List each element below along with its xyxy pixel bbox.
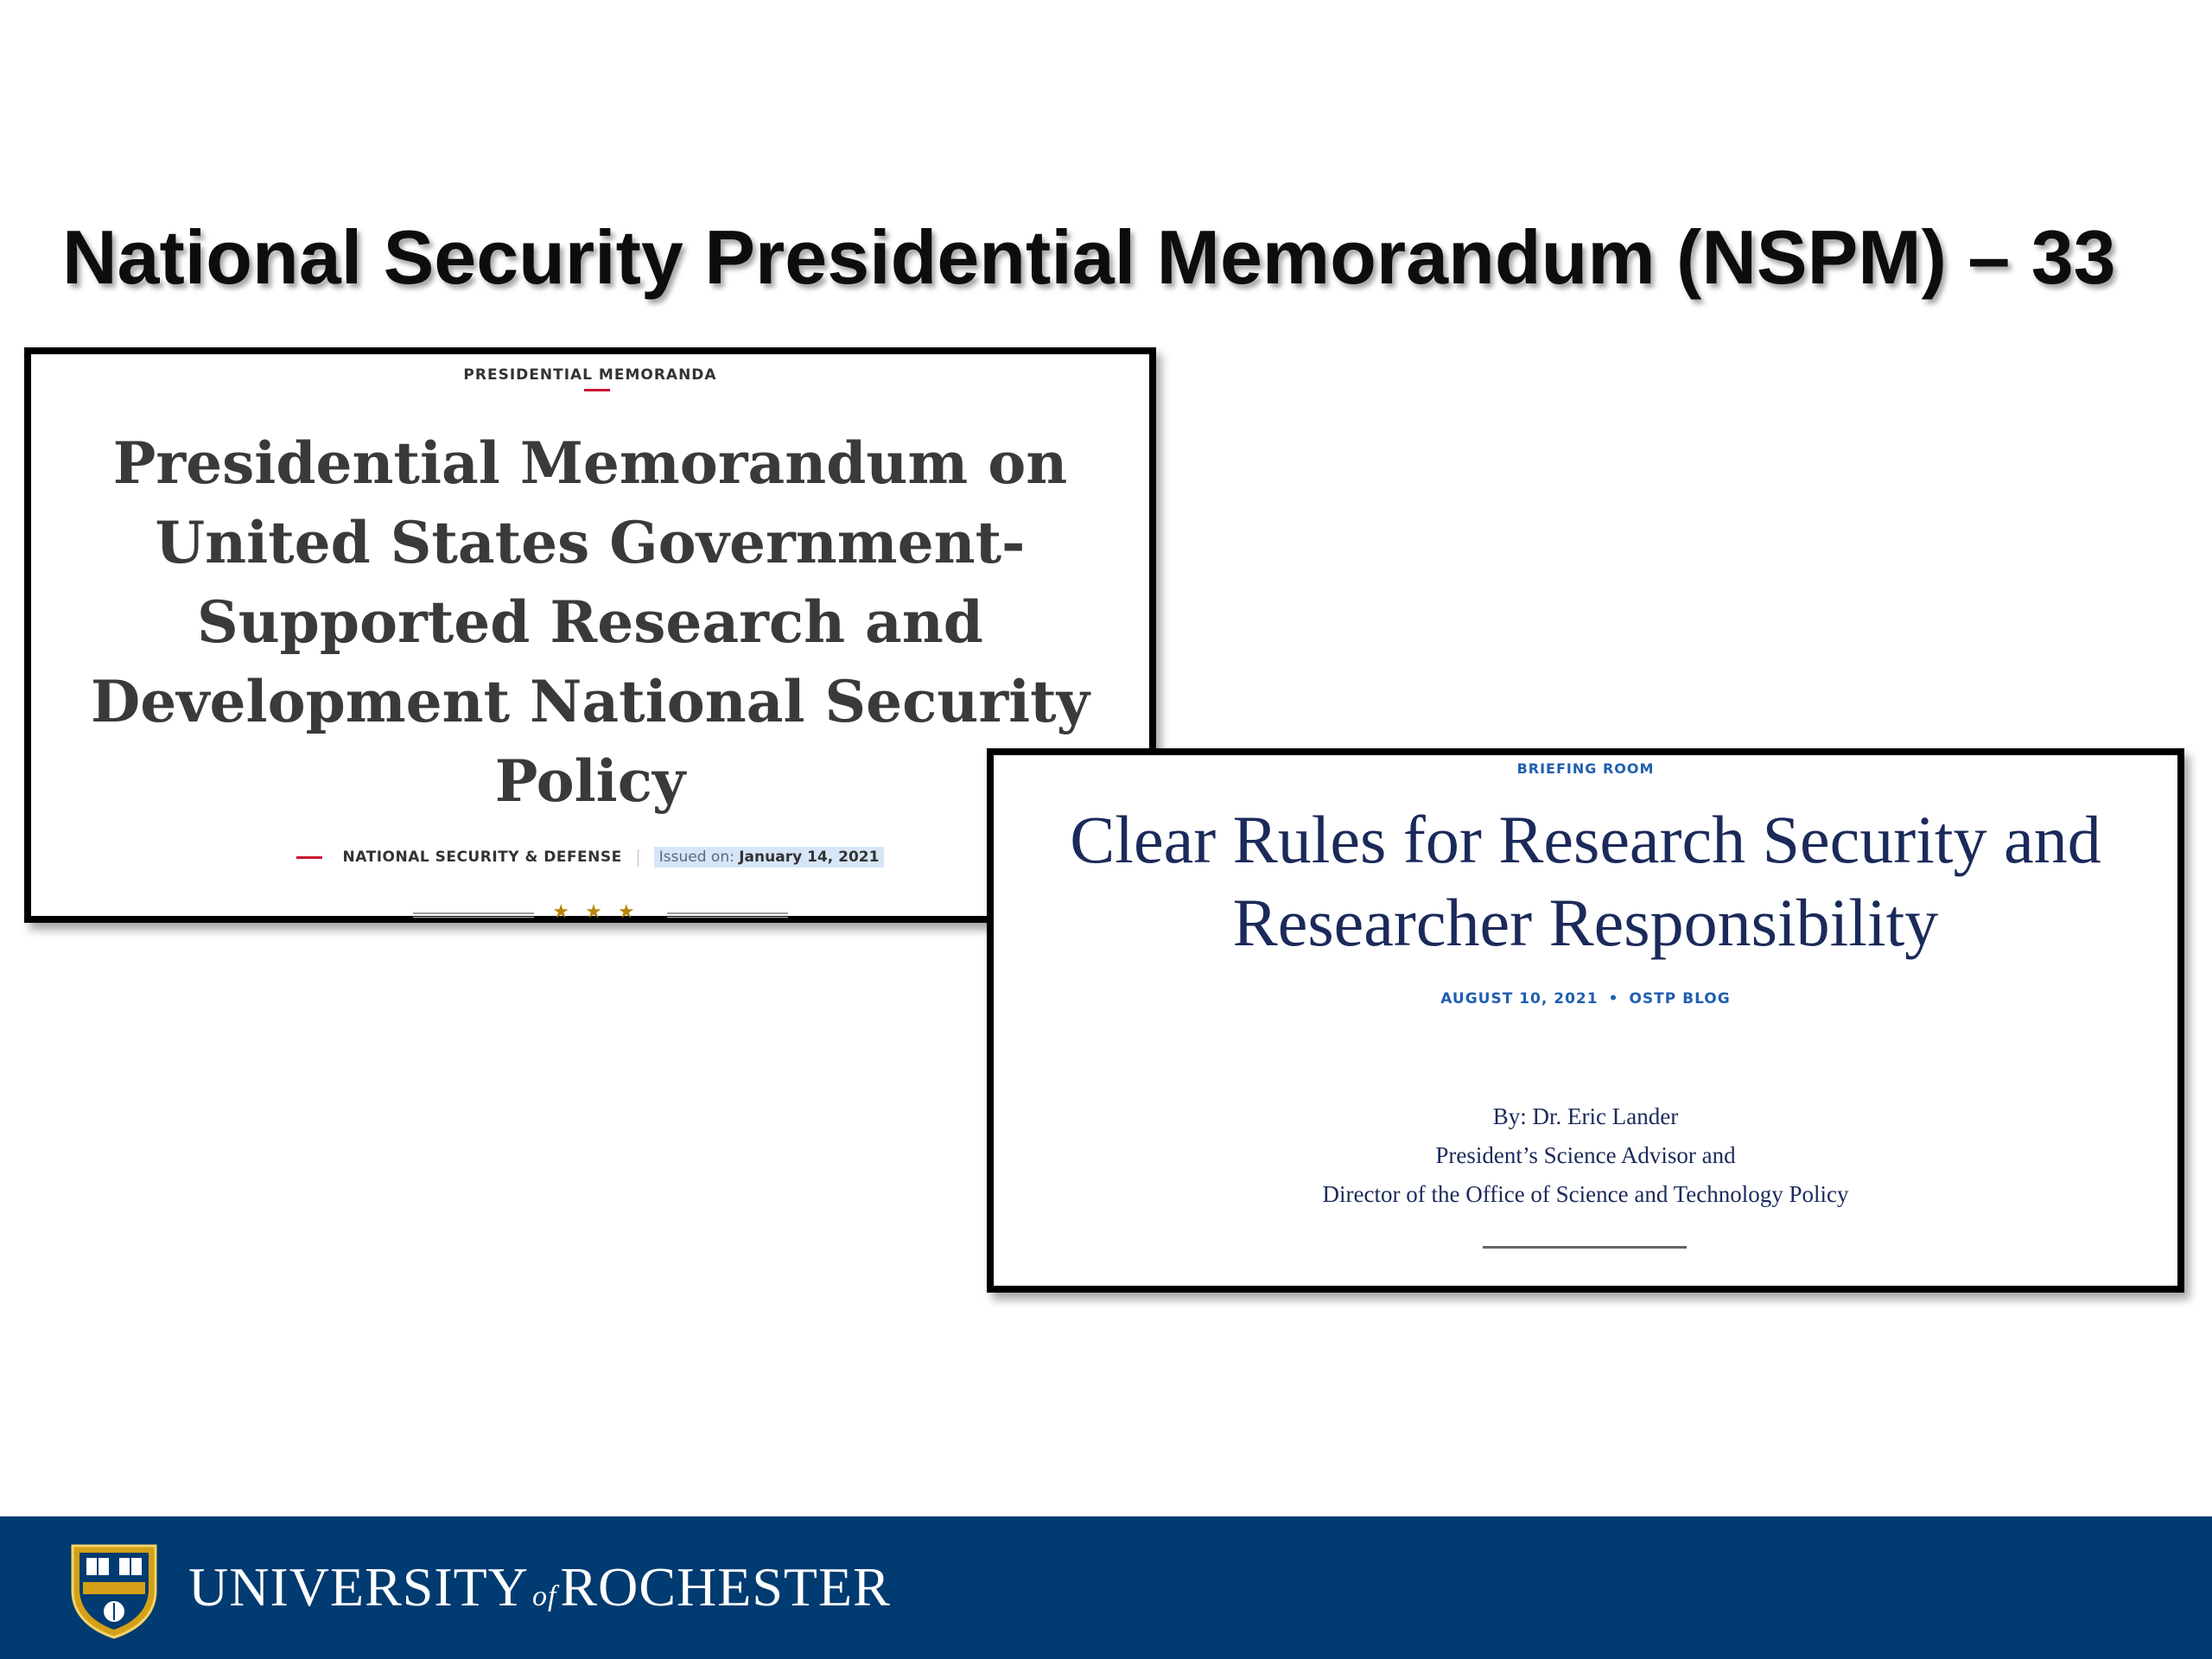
byline-divider <box>1483 1246 1687 1249</box>
star-divider-icon: ★★★ <box>552 900 651 922</box>
byline-author: By: Dr. Eric Lander <box>1492 1103 1679 1129</box>
ostp-blog-screenshot <box>987 748 2184 1293</box>
university-footer <box>0 1516 2212 1659</box>
university-shield-icon <box>64 1539 164 1639</box>
issued-date-highlight <box>654 847 885 868</box>
wordmark-part2: ROCHESTER <box>560 1556 891 1618</box>
blog-headline <box>1011 798 2160 964</box>
issued-label: Issued on: <box>658 849 734 866</box>
blog-meta <box>994 990 2177 1007</box>
blog-byline <box>994 1097 2177 1214</box>
category-link[interactable]: NATIONAL SECURITY & DEFENSE <box>342 849 622 866</box>
divider-rule-right <box>667 912 788 914</box>
briefing-room-eyebrow[interactable]: BRIEFING ROOM <box>1516 760 1655 777</box>
byline-role-2: Director of the Office of Science and Technology Policy <box>1322 1181 1849 1207</box>
divider-rule-left <box>413 912 534 914</box>
wordmark-of: of <box>531 1580 557 1612</box>
university-wordmark <box>188 1553 891 1631</box>
category-accent-dash <box>296 856 322 859</box>
meta-separator: • <box>1608 990 1619 1007</box>
eyebrow-accent-bar <box>584 389 610 391</box>
blog-section-link[interactable]: OSTP BLOG <box>1629 990 1731 1007</box>
memorandum-meta <box>31 849 1149 867</box>
issued-date: January 14, 2021 <box>739 849 880 866</box>
blog-headline-line1: Clear Rules for Research Security and <box>1070 802 2101 877</box>
memoranda-eyebrow: PRESIDENTIAL MEMORANDA <box>463 366 717 384</box>
slide-title: National Security Presidential Memorandum (NSPM) – 33 <box>62 214 2116 300</box>
meta-divider <box>638 849 639 867</box>
divider-rule-left-thin <box>413 917 534 918</box>
memorandum-headline: Presidential Memorandum on United States Government-Supported Research and Development National Security Policy <box>90 429 1090 815</box>
byline-role-1: President’s Science Advisor and <box>1435 1142 1736 1168</box>
wordmark-part1: UNIVERSITY <box>188 1556 529 1618</box>
blog-date: AUGUST 10, 2021 <box>1440 990 1599 1007</box>
blog-headline-line2: Researcher Responsibility <box>1232 885 1939 960</box>
divider-rule-right-thin <box>667 917 788 918</box>
